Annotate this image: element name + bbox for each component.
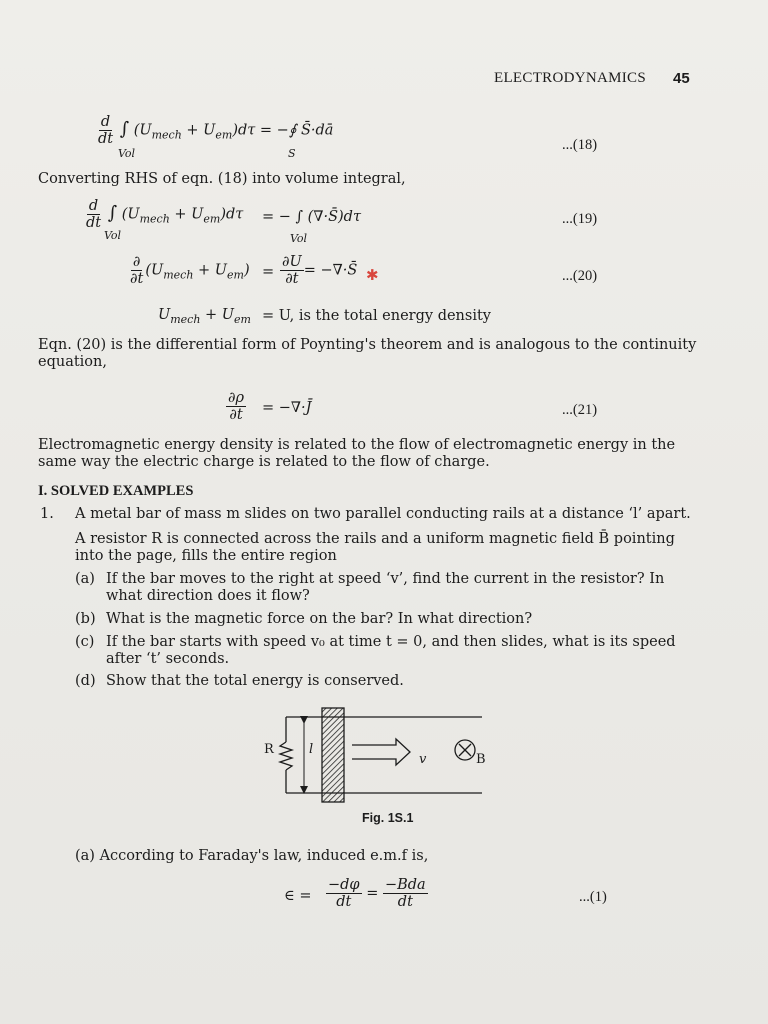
surface-subscript: S [288, 147, 296, 160]
faraday-text: (a) According to Faraday's law, induced e.m.f is, [75, 848, 429, 864]
equation-number-1: ...(1) [579, 889, 607, 905]
equation-21-rhs: = −∇·J̄ [262, 400, 312, 416]
part-label: (b) [75, 611, 96, 627]
vol-subscript: Vol [104, 229, 122, 242]
em-energy-paragraph: Electromagnetic energy density is related to the flow of electromagnetic energy in the same way the electric charge is related to the flow of charge. [38, 437, 676, 470]
page-number: 45 [673, 70, 690, 87]
resistor-icon [280, 742, 292, 770]
equation-number-19: ...(19) [562, 211, 598, 227]
part-label: (c) [75, 634, 95, 650]
equation-20: $\frac{\partial}{\partial t}$ $(U_{mech} + U_{em})$ [130, 254, 250, 287]
equation-18: $\frac{d}{dt}$ ∫ $(U_{mech} + U_{em})d\tau$ = −∮ S̄·dā [98, 114, 334, 147]
problem-number: 1. [40, 506, 54, 522]
equation-19-rhs: = − ∫ (∇·S̄)dτ [262, 209, 361, 225]
running-header: ELECTRODYNAMICS [494, 70, 647, 86]
emf-symbol: ∈ = [284, 888, 312, 904]
part-text: If the bar starts with speed v₀ at time t = 0, and then slides, what is its speed after ‘t’ seconds. [106, 634, 676, 667]
vol-subscript-rhs: Vol [290, 232, 308, 245]
problem-line-1: A metal bar of mass m slides on two parallel conducting rails at a distance ‘l’ apart. [75, 506, 691, 522]
energy-density-text: = U, is the total energy density [262, 308, 491, 324]
equation-number-18: ...(18) [562, 137, 598, 153]
length-label: l [309, 742, 314, 757]
resistor-label: R [264, 742, 274, 757]
figure-caption: Fig. 1S.1 [362, 811, 414, 825]
rail-circuit-figure [260, 700, 500, 810]
energy-density-lhs: $U_{mech} + U_{em}$ [158, 307, 251, 326]
velocity-label: v [419, 752, 427, 767]
field-label: B [476, 752, 486, 767]
problem-line-2: A resistor R is connected across the rails and a uniform magnetic field B̄ pointing into the page, fills the entire region [75, 531, 675, 564]
equation-number-20: ...(20) [562, 268, 598, 284]
equation-1: $\frac{-d\varphi}{dt}$ = $\frac{\text{−Bda}}{dt}$ [328, 877, 426, 910]
equation-19: $\frac{d}{dt}$ ∫ $(U_{mech} + U_{em})d\tau$ [86, 198, 244, 231]
equation-20-equals: = [262, 264, 275, 280]
velocity-arrow-icon [352, 739, 410, 765]
part-label: (d) [75, 673, 96, 689]
section-heading: I. SOLVED EXAMPLES [38, 483, 194, 499]
red-star-mark: ✱ [366, 266, 379, 284]
equation-20-rhs: $\frac{\partial U}{\partial t}$ = −∇·S̄ [282, 254, 358, 287]
d-dt-fraction: $\frac{d}{dt}$ [86, 198, 102, 231]
equation-number-21: ...(21) [562, 402, 598, 418]
equation-21: $\frac{\partial\rho}{\partial t}$ [228, 390, 245, 423]
part-text: If the bar moves to the right at speed ‘v’, find the current in the resistor? In what direction does it flow? [106, 571, 665, 604]
metal-bar [322, 708, 344, 802]
part-text: Show that the total energy is conserved. [106, 673, 404, 689]
partial-t-fraction: $\frac{\partial}{\partial t}$ [130, 254, 144, 287]
poynting-paragraph: Eqn. (20) is the differential form of Poynting's theorem and is analogous to the continuity equation, [38, 337, 697, 370]
vol-subscript: Vol [118, 147, 136, 160]
converting-text: Converting RHS of eqn. (18) into volume integral, [38, 171, 406, 187]
part-label: (a) [75, 571, 95, 587]
d-dt-fraction: $\frac{d}{dt}$ [98, 114, 114, 147]
part-text: What is the magnetic force on the bar? In what direction? [106, 611, 533, 627]
